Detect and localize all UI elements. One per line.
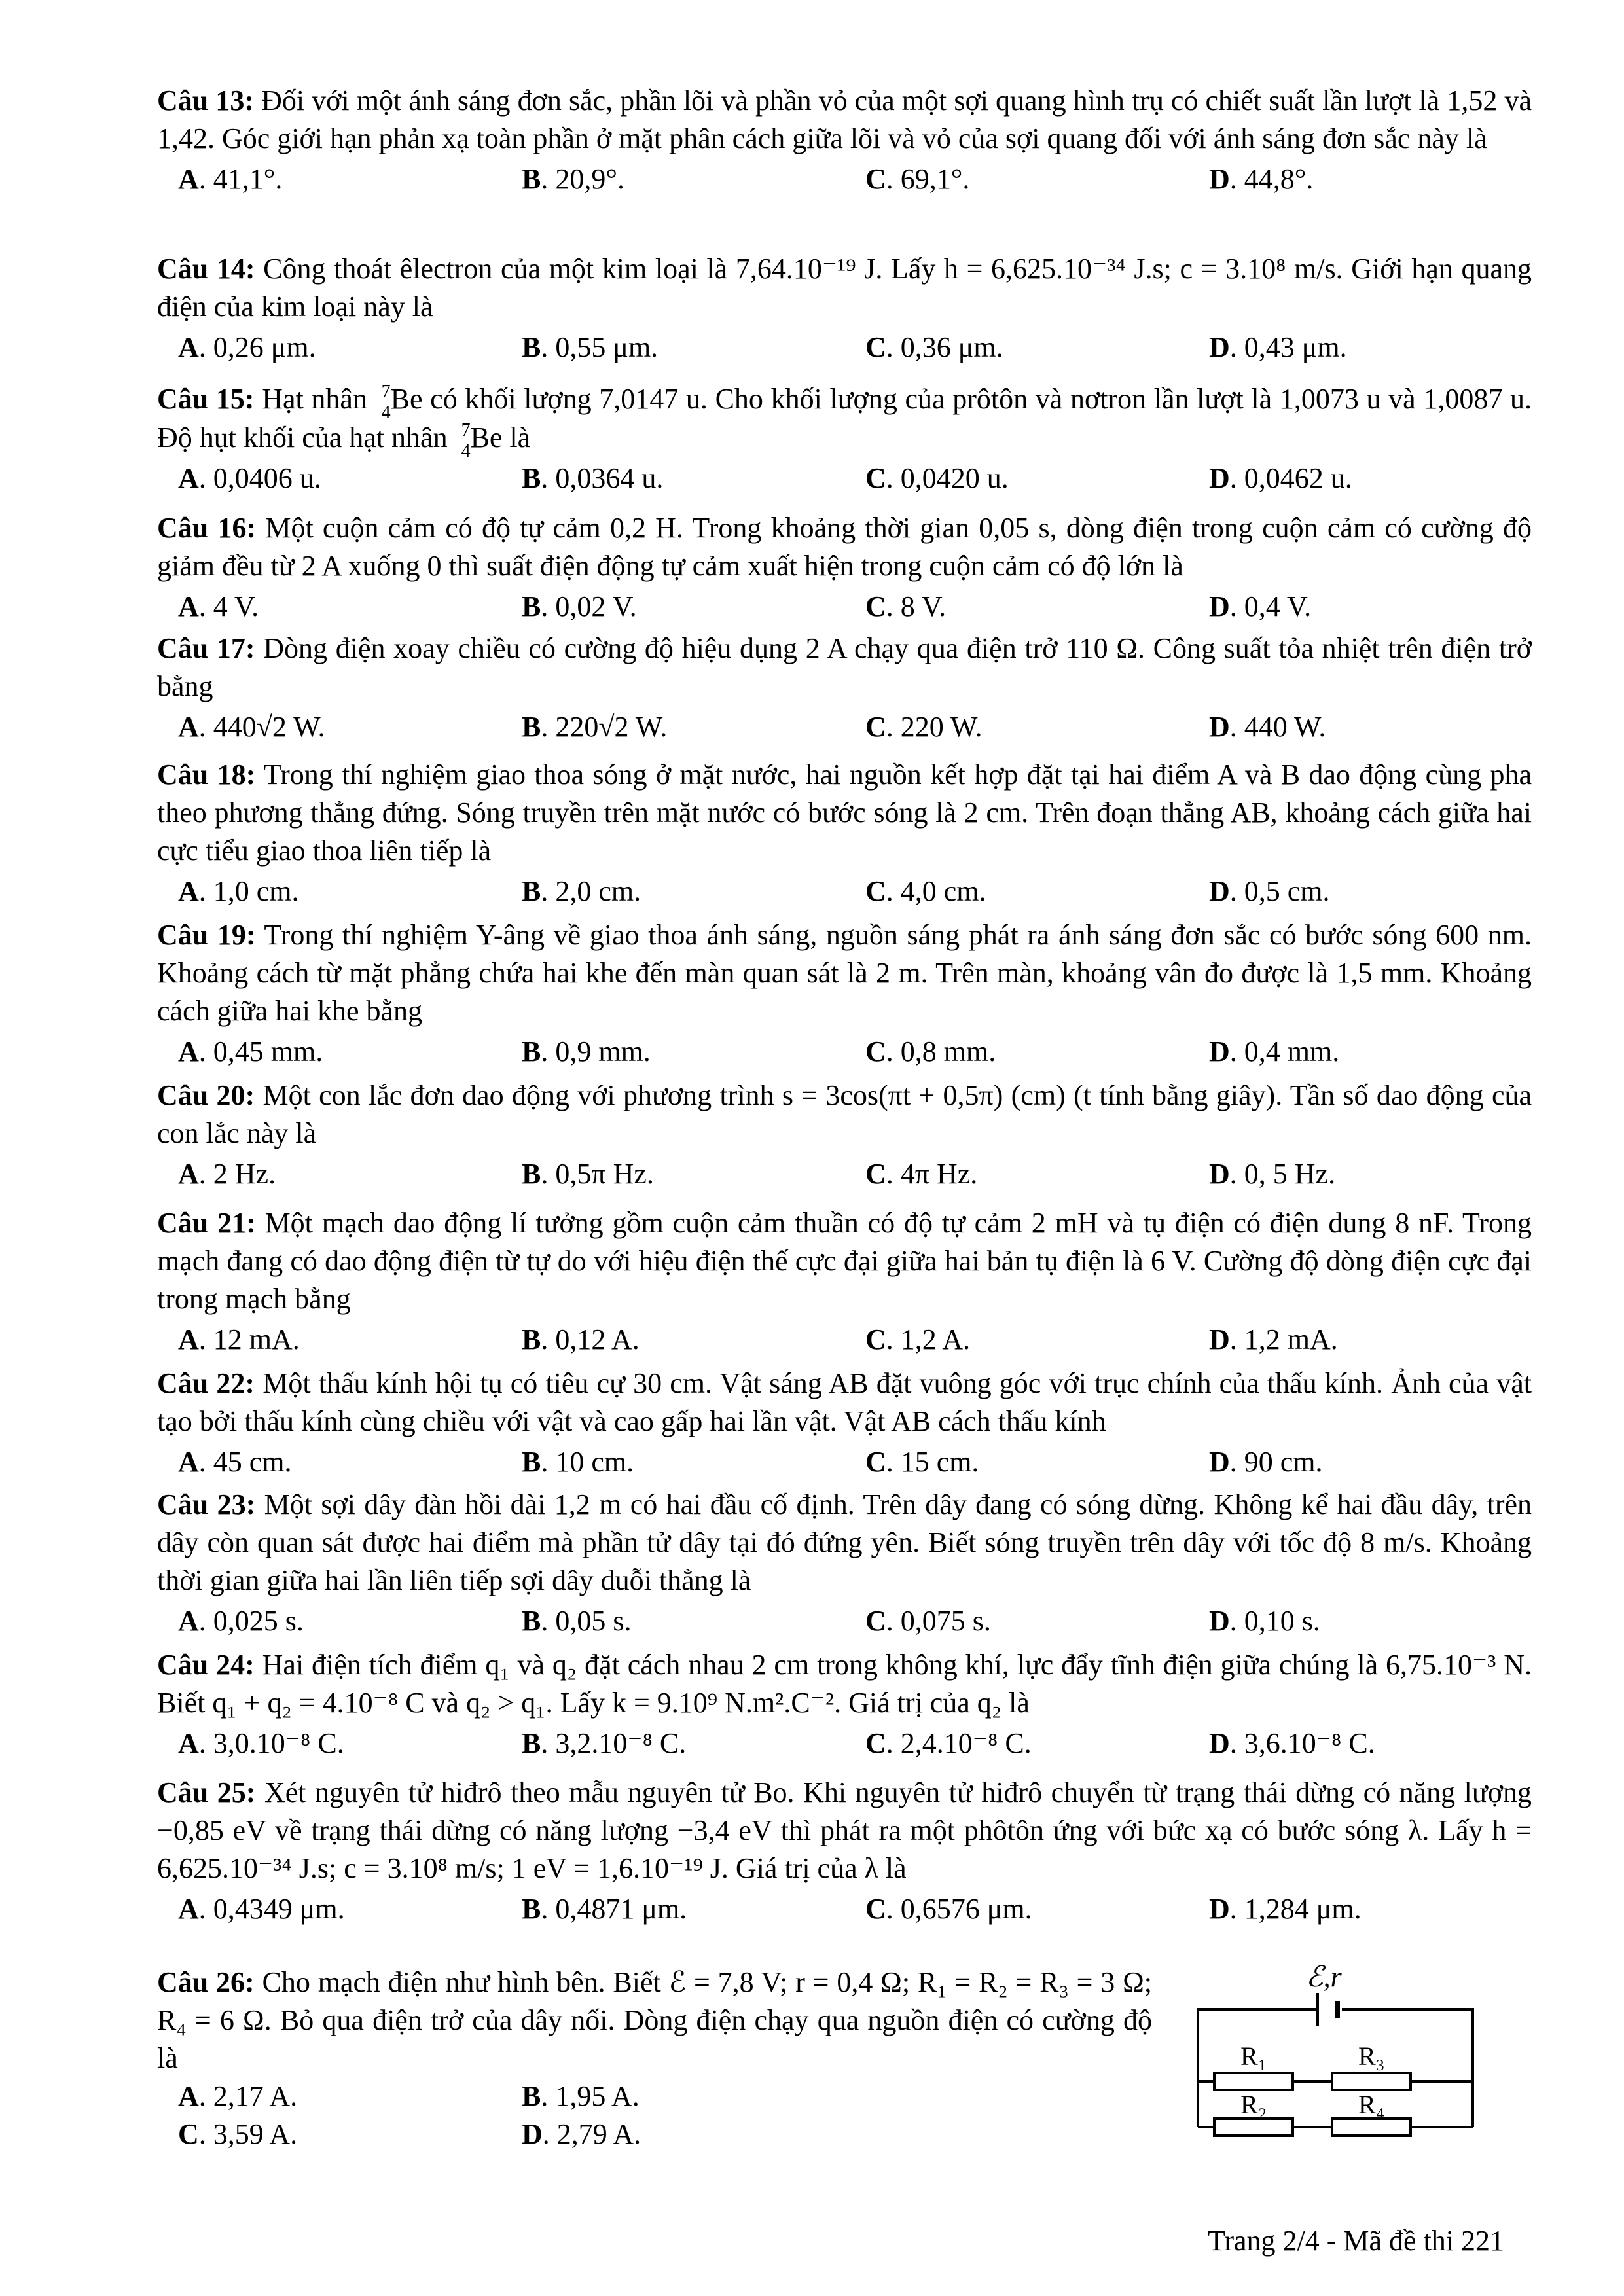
option-text: . 0,55 μm. <box>541 331 659 363</box>
option-text: . 1,2 mA. <box>1229 1323 1338 1355</box>
option-letter: D <box>1209 1605 1230 1637</box>
option-d[interactable] <box>1188 1890 1532 1928</box>
option-text: . 0,4 mm. <box>1229 1035 1340 1067</box>
option-text: . 1,284 μm. <box>1229 1893 1362 1925</box>
option-b[interactable] <box>501 329 844 367</box>
question-stem: Công thoát êlectron của một kim loại là 7,64.10⁻¹⁹ J. Lấy h = 6,625.10⁻³⁴ J.s; c = 3.10⁸ m/s. Giới hạn quang điện của kim loại này là <box>157 253 1532 323</box>
nuclide-symbol <box>455 418 471 461</box>
option-a[interactable] <box>157 708 501 746</box>
question-23 <box>157 1486 1532 1640</box>
option-text: . 0,10 s. <box>1229 1605 1320 1637</box>
option-c[interactable] <box>844 1602 1188 1640</box>
question-20 <box>157 1077 1532 1193</box>
options <box>157 160 1532 198</box>
question-stem: Hai điện tích điểm q₁ và q₂ đặt cách nhau 2 cm trong không khí, lực đẩy tĩnh điện giữa chúng là 6,75.10⁻³ N. Biết q₁ + q₂ = 4.10⁻⁸ C và q₂ > q₁. Lấy k = 9.10⁹ N.m².C⁻². Giá trị của q₂ là <box>157 1649 1532 1719</box>
option-letter: A <box>178 1323 199 1355</box>
question-stem: Trong thí nghiệm Y-âng về giao thoa ánh sáng, nguồn sáng phát ra ánh sáng đơn sắc có bước sóng 600 nm. Khoảng cách từ mặt phẳng chứa hai khe đến màn quan sát là 2 m. Trên màn, khoảng vân đo được là 1,5 mm. Khoảng cách giữa hai khe bằng <box>157 919 1532 1027</box>
question-stem: Đối với một ánh sáng đơn sắc, phần lõi và phần vỏ của một sợi quang hình trụ có chiết suất lần lượt là 1,52 và 1,42. Góc giới hạn phản xạ toàn phần ở mặt phân cách giữa lõi và vỏ của sợi quang đối với ánh sáng đơn sắc này là <box>157 84 1532 154</box>
option-letter: B <box>522 2080 541 2112</box>
page-footer: Trang 2/4 - Mã đề thi 221 <box>1208 2225 1505 2257</box>
option-a[interactable] <box>157 588 501 626</box>
option-text: . 44,8°. <box>1229 163 1314 195</box>
option-d[interactable] <box>1188 1033 1532 1071</box>
option-letter: D <box>1209 331 1230 363</box>
option-letter: D <box>1209 1158 1230 1190</box>
option-letter: B <box>522 875 541 907</box>
option-letter: C <box>865 163 886 195</box>
option-text: . 440 W. <box>1229 711 1326 743</box>
option-a[interactable] <box>157 872 501 910</box>
options <box>157 1602 1532 1640</box>
option-text: . 2 Hz. <box>198 1158 276 1190</box>
option-d[interactable] <box>1188 1155 1532 1193</box>
option-letter: C <box>865 1035 886 1067</box>
option-a[interactable] <box>157 2077 501 2115</box>
option-letter: B <box>522 163 541 195</box>
circuit-diagram <box>1178 1960 1492 2157</box>
option-letter: D <box>1209 1035 1230 1067</box>
option-d[interactable] <box>1188 708 1532 746</box>
question-13 <box>157 82 1532 198</box>
question-label: Câu 20: <box>157 1079 255 1111</box>
option-text: . 3,2.10⁻⁸ C. <box>541 1727 687 1759</box>
option-letter: A <box>178 462 199 494</box>
option-text: . 0,4349 μm. <box>198 1893 345 1925</box>
question-stem: Một sợi dây đàn hồi dài 1,2 m có hai đầu cố định. Trên dây đang có sóng dừng. Không kể hai đầu dây, trên dây còn quan sát được hai điểm mà phần tử dây tại đó đứng yên. Biết sóng truyền trên dây với tốc độ 8 m/s. Khoảng thời gian giữa hai lần liên tiếp sợi dây duỗi thẳng là <box>157 1488 1532 1596</box>
option-text: . 15 cm. <box>886 1446 979 1478</box>
option-d[interactable] <box>501 2115 844 2153</box>
option-letter: C <box>865 1727 886 1759</box>
options <box>157 329 1532 367</box>
question-15 <box>157 380 1532 497</box>
option-text: . 0,4 V. <box>1229 590 1312 622</box>
option-letter: C <box>865 1158 886 1190</box>
question-18 <box>157 756 1532 910</box>
option-letter: C <box>865 1605 886 1637</box>
question-stem-part: Be có khối lượng 7,0147 u. Cho khối lượng của prôtôn và nơtron lần lượt là 1,0073 u và 1,0087 u. Độ hụt khối của hạt nhân <box>157 383 1532 454</box>
option-b[interactable] <box>501 1890 844 1928</box>
option-c[interactable] <box>844 160 1188 198</box>
option-d[interactable] <box>1188 1602 1532 1640</box>
option-d[interactable] <box>1188 160 1532 198</box>
option-text: . 4,0 cm. <box>886 875 986 907</box>
option-a[interactable] <box>157 1321 501 1359</box>
option-c[interactable] <box>844 459 1188 497</box>
options <box>157 1321 1532 1359</box>
options <box>157 1033 1532 1071</box>
option-text: . 2,79 A. <box>542 2118 641 2150</box>
option-text: . 20,9°. <box>541 163 624 195</box>
option-text: . 90 cm. <box>1229 1446 1323 1478</box>
option-text: . 0,45 mm. <box>198 1035 323 1067</box>
option-d[interactable] <box>1188 329 1532 367</box>
option-letter: A <box>178 1446 199 1478</box>
question-17 <box>157 630 1532 746</box>
option-d[interactable] <box>1188 459 1532 497</box>
option-text: . 3,59 A. <box>198 2118 298 2150</box>
option-text: . 0,8 mm. <box>886 1035 996 1067</box>
option-letter: C <box>178 2118 199 2150</box>
option-text: . 0,5 cm. <box>1229 875 1330 907</box>
mass-number: 7 <box>461 420 471 440</box>
option-letter: B <box>522 1727 541 1759</box>
atomic-number: 4 <box>461 441 471 461</box>
option-text: . 0,025 s. <box>198 1605 304 1637</box>
option-letter: B <box>522 711 541 743</box>
option-text: . 0,26 μm. <box>198 331 316 363</box>
label-r1: R₁ <box>1240 2041 1267 2071</box>
option-letter: A <box>178 163 199 195</box>
option-a[interactable] <box>157 1443 501 1481</box>
question-label: Câu 15: <box>157 383 255 415</box>
option-a[interactable] <box>157 1890 501 1928</box>
option-b[interactable] <box>501 1725 844 1763</box>
option-letter: D <box>1209 1893 1230 1925</box>
question-24 <box>157 1646 1532 1763</box>
question-label: Câu 24: <box>157 1649 255 1681</box>
option-letter: B <box>522 1446 541 1478</box>
option-letter: B <box>522 1035 541 1067</box>
option-letter: A <box>178 711 199 743</box>
option-letter: A <box>178 1035 199 1067</box>
options <box>157 1155 1532 1193</box>
option-c[interactable] <box>844 1033 1188 1071</box>
option-letter: B <box>522 590 541 622</box>
option-c[interactable] <box>844 708 1188 746</box>
option-letter: D <box>1209 875 1230 907</box>
atomic-number: 4 <box>381 403 391 423</box>
options <box>157 708 1532 746</box>
option-text: . 2,17 A. <box>198 2080 298 2112</box>
resistor-r3 <box>1332 2073 1411 2090</box>
question-stem: Trong thí nghiệm giao thoa sóng ở mặt nước, hai nguồn kết hợp đặt tại hai điểm A và B dao động cùng pha theo phương thẳng đứng. Sóng truyền trên mặt nước có bước sóng là 2 cm. Trên đoạn thẳng AB, khoảng cách giữa hai cực tiểu giao thoa liên tiếp là <box>157 759 1532 867</box>
option-letter: C <box>865 1323 886 1355</box>
question-label: Câu 18: <box>157 759 256 791</box>
option-text: . 0,9 mm. <box>541 1035 651 1067</box>
option-letter: B <box>522 462 541 494</box>
option-c[interactable] <box>844 872 1188 910</box>
option-c[interactable] <box>157 2115 501 2153</box>
options <box>157 1443 1532 1481</box>
question-label: Câu 13: <box>157 84 254 117</box>
question-19 <box>157 916 1532 1071</box>
options <box>157 1890 1532 1928</box>
question-label: Câu 22: <box>157 1367 255 1399</box>
option-b[interactable] <box>501 2077 844 2115</box>
label-r2: R₂ <box>1240 2090 1267 2119</box>
question-stem: Một con lắc đơn dao động với phương trình s = 3cos(πt + 0,5π) (cm) (t tính bằng giây). Tần số dao động của con lắc này là <box>157 1079 1532 1149</box>
option-letter: C <box>865 462 886 494</box>
options <box>157 588 1532 626</box>
question-stem: Dòng điện xoay chiều có cường độ hiệu dụng 2 A chạy qua điện trở 110 Ω. Công suất tỏa nhiệt trên điện trở bằng <box>157 632 1532 702</box>
option-b[interactable] <box>501 1321 844 1359</box>
option-text: . 220√2 W. <box>541 711 668 743</box>
option-text: . 1,0 cm. <box>198 875 299 907</box>
option-text: . 1,95 A. <box>541 2080 640 2112</box>
option-text: . 440√2 W. <box>198 711 325 743</box>
option-c[interactable] <box>844 329 1188 367</box>
option-letter: A <box>178 2080 199 2112</box>
option-letter: C <box>865 1893 886 1925</box>
option-b[interactable] <box>501 872 844 910</box>
option-letter: A <box>178 1727 199 1759</box>
option-letter: A <box>178 1605 199 1637</box>
option-letter: D <box>1209 1323 1230 1355</box>
option-d[interactable] <box>1188 588 1532 626</box>
question-25 <box>157 1774 1532 1928</box>
option-text: . 45 cm. <box>198 1446 292 1478</box>
mass-number: 7 <box>381 382 391 402</box>
option-d[interactable] <box>1188 1443 1532 1481</box>
option-letter: D <box>1209 1727 1230 1759</box>
option-letter: D <box>1209 711 1230 743</box>
option-d[interactable] <box>1188 1321 1532 1359</box>
option-text: . 69,1°. <box>886 163 970 195</box>
option-letter: C <box>865 875 886 907</box>
option-b[interactable] <box>501 1443 844 1481</box>
option-b[interactable] <box>501 160 844 198</box>
option-letter: B <box>522 1158 541 1190</box>
option-letter: A <box>178 331 199 363</box>
question-stem: Một thấu kính hội tụ có tiêu cự 30 cm. Vật sáng AB đặt vuông góc với trục chính của thấu kính. Ảnh của vật tạo bởi thấu kính cùng chiều với vật và cao gấp hai lần vật. Vật AB cách thấu kính <box>157 1367 1532 1437</box>
question-22 <box>157 1365 1532 1481</box>
option-letter: C <box>865 331 886 363</box>
option-text: . 0,0420 u. <box>886 462 1009 494</box>
option-letter: C <box>865 711 886 743</box>
question-label: Câu 21: <box>157 1207 256 1239</box>
option-text: . 0,36 μm. <box>886 331 1003 363</box>
question-stem: Xét nguyên tử hiđrô theo mẫu nguyên tử Bo. Khi nguyên tử hiđrô chuyển từ trạng thái dừng có năng lượng −0,85 eV về trạng thái dừng có năng lượng −3,4 eV thì phát ra một phôtôn ứng với bức xạ có bước sóng λ. Lấy h = 6,625.10⁻³⁴ J.s; c = 3.10⁸ m/s; 1 eV = 1,6.10⁻¹⁹ J. Giá trị của λ là <box>157 1776 1532 1884</box>
option-a[interactable] <box>157 1725 501 1763</box>
option-d[interactable] <box>1188 1725 1532 1763</box>
option-a[interactable] <box>157 1602 501 1640</box>
question-21 <box>157 1204 1532 1359</box>
question-16 <box>157 509 1532 626</box>
option-text: . 0, 5 Hz. <box>1229 1158 1336 1190</box>
option-b[interactable] <box>501 1033 844 1071</box>
option-a[interactable] <box>157 329 501 367</box>
option-a[interactable] <box>157 1155 501 1193</box>
label-r3: R₃ <box>1358 2041 1385 2071</box>
option-text: . 3,0.10⁻⁸ C. <box>198 1727 344 1759</box>
option-text: . 3,6.10⁻⁸ C. <box>1229 1727 1375 1759</box>
option-c[interactable] <box>844 1443 1188 1481</box>
option-text: . 0,02 V. <box>541 590 637 622</box>
option-text: . 0,0406 u. <box>198 462 321 494</box>
option-text: . 0,0364 u. <box>541 462 664 494</box>
options <box>157 872 1532 910</box>
option-text: . 0,6576 μm. <box>886 1893 1032 1925</box>
circuit-wires <box>1198 2009 1473 2136</box>
resistor-r1 <box>1214 2073 1293 2090</box>
option-c[interactable] <box>844 588 1188 626</box>
option-b[interactable] <box>501 459 844 497</box>
option-letter: B <box>522 1323 541 1355</box>
option-letter: D <box>1209 163 1230 195</box>
question-label: Câu 26: <box>157 1966 255 1998</box>
question-label: Câu 16: <box>157 512 257 544</box>
source-label: ℰ,r <box>1306 1961 1342 1993</box>
option-a[interactable] <box>157 459 501 497</box>
option-c[interactable] <box>844 1321 1188 1359</box>
option-c[interactable] <box>844 1155 1188 1193</box>
option-letter: A <box>178 875 199 907</box>
option-text: . 12 mA. <box>198 1323 300 1355</box>
option-a[interactable] <box>157 160 501 198</box>
option-letter: B <box>522 1893 541 1925</box>
option-b[interactable] <box>501 1155 844 1193</box>
option-text: . 4 V. <box>198 590 259 622</box>
option-text: . 41,1°. <box>198 163 283 195</box>
question-stem-part: Hạt nhân <box>262 383 375 415</box>
option-text: . 0,43 μm. <box>1229 331 1347 363</box>
option-text: . 8 V. <box>886 590 947 622</box>
option-text: . 0,12 A. <box>541 1323 640 1355</box>
option-text: . 10 cm. <box>541 1446 634 1478</box>
question-label: Câu 23: <box>157 1488 256 1520</box>
question-14 <box>157 250 1532 367</box>
option-text: . 1,2 A. <box>886 1323 971 1355</box>
question-label: Câu 14: <box>157 253 255 285</box>
option-letter: B <box>522 331 541 363</box>
option-letter: A <box>178 1893 199 1925</box>
label-r4: R₄ <box>1358 2090 1385 2119</box>
option-letter: A <box>178 590 199 622</box>
question-stem-part: Be là <box>470 422 531 454</box>
option-letter: D <box>1209 590 1230 622</box>
option-text: . 220 W. <box>886 711 983 743</box>
options <box>157 459 1532 497</box>
option-letter: C <box>865 590 886 622</box>
question-label: Câu 19: <box>157 919 256 951</box>
option-letter: B <box>522 1605 541 1637</box>
option-text: . 0,075 s. <box>886 1605 991 1637</box>
option-b[interactable] <box>501 708 844 746</box>
option-c[interactable] <box>844 1725 1188 1763</box>
option-a[interactable] <box>157 1033 501 1071</box>
option-text: . 0,5π Hz. <box>541 1158 654 1190</box>
option-text: . 0,05 s. <box>541 1605 632 1637</box>
resistor-r4 <box>1332 2119 1411 2136</box>
question-label: Câu 17: <box>157 632 255 664</box>
question-stem: Cho mạch điện như hình bên. Biết ℰ = 7,8 V; r = 0,4 Ω; R₁ = R₂ = R₃ = 3 Ω; R₄ = 6 Ω. Bỏ qua điện trở của dây nối. Dòng điện chạy qua nguồn điện có cường độ là <box>157 1966 1153 2074</box>
question-stem: Một mạch dao động lí tưởng gồm cuộn cảm thuần có độ tự cảm 2 mH và tụ điện có điện dung 8 nF. Trong mạch đang có dao động điện từ tự do với hiệu điện thế cực đại giữa hai bản tụ điện là 6 V. Cường độ dòng điện cực đại trong mạch bằng <box>157 1207 1532 1315</box>
question-stem: Một cuộn cảm có độ tự cảm 0,2 H. Trong khoảng thời gian 0,05 s, dòng điện trong cuộn cảm có cường độ giảm đều từ 2 A xuống 0 thì suất điện động tự cảm xuất hiện trong cuộn cảm có độ lớn là <box>157 512 1532 582</box>
option-letter: A <box>178 1158 199 1190</box>
nuclide-symbol <box>375 380 391 423</box>
option-letter: D <box>1209 462 1230 494</box>
option-letter: D <box>1209 1446 1230 1478</box>
option-text: . 4π Hz. <box>886 1158 978 1190</box>
options <box>157 1725 1532 1763</box>
option-d[interactable] <box>1188 872 1532 910</box>
question-label: Câu 25: <box>157 1776 256 1808</box>
option-letter: C <box>865 1446 886 1478</box>
option-b[interactable] <box>501 1602 844 1640</box>
option-text: . 0,4871 μm. <box>541 1893 687 1925</box>
option-text: . 2,0 cm. <box>541 875 641 907</box>
option-text: . 2,4.10⁻⁸ C. <box>886 1727 1032 1759</box>
option-letter: D <box>522 2118 543 2150</box>
option-text: . 0,0462 u. <box>1229 462 1352 494</box>
option-b[interactable] <box>501 588 844 626</box>
option-c[interactable] <box>844 1890 1188 1928</box>
resistor-r2 <box>1214 2119 1293 2136</box>
